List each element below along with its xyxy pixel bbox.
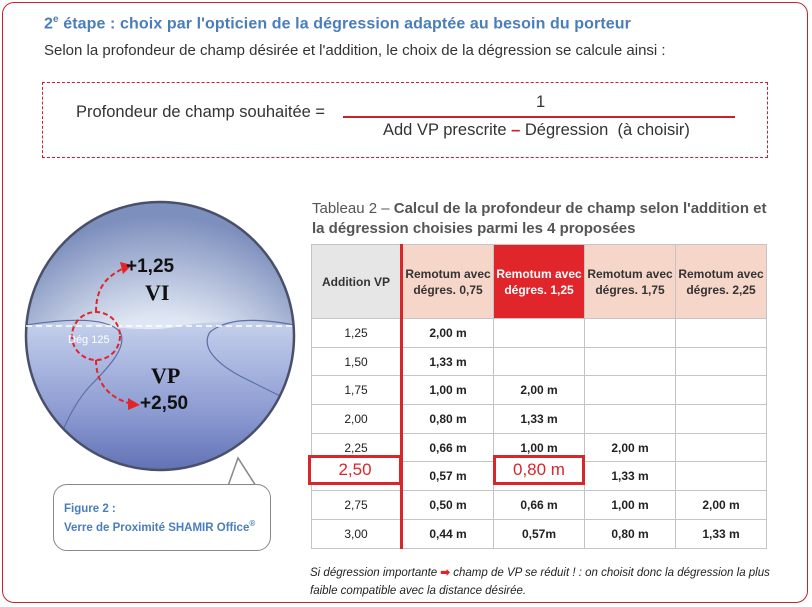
addition-cell: 2,25 (312, 433, 402, 462)
value-cell: 0,57 m (402, 462, 494, 491)
formula-denominator: Add VP prescrite – Dégression (à choisir) (383, 121, 690, 139)
value-cell: 1,33 m (494, 405, 585, 434)
value-cell (676, 405, 767, 434)
lens-illustration (20, 186, 300, 486)
degression-label: Dég 125 (68, 334, 110, 346)
vp-label: VP (151, 363, 181, 388)
addition-cell: 2,75 (312, 491, 402, 520)
formula-lhs: Profondeur de champ souhaitée = (76, 103, 326, 121)
value-cell (585, 347, 676, 376)
table-row (312, 519, 767, 548)
addition-cell: 1,25 (312, 319, 402, 348)
step-heading: 2e étape : choix par l'opticien de la dégression adaptée au besoin du porteur (44, 14, 631, 33)
addition-cell: 3,00 (312, 519, 402, 548)
addition-cell: 1,75 (312, 376, 402, 405)
value-cell: 1,33 m (676, 519, 767, 548)
table-row (312, 405, 767, 434)
value-cell: 0,80 m (585, 519, 676, 548)
value-cell: 1,00 m (585, 491, 676, 520)
value-cell (676, 433, 767, 462)
value-cell: 0,66 m (494, 491, 585, 520)
footnote: Si dégression importante ➡ champ de VP se réduit ! : on choisit donc la dégression la plus faible compatible avec la distance désirée. (310, 567, 770, 597)
value-cell: 0,80 m (402, 405, 494, 434)
table-row (312, 376, 767, 405)
table-caption: Tableau 2 – Calcul de la profondeur de champ selon l'addition et la dégression choisies parmi les 4 proposées (312, 200, 767, 237)
formula-numerator: 1 (536, 93, 546, 111)
header-degres-125: Remotum avec dégres. 1,25 (494, 245, 585, 319)
value-cell (676, 319, 767, 348)
value-cell: 0,50 m (402, 491, 494, 520)
value-cell (585, 376, 676, 405)
value-cell: 2,00 m (585, 433, 676, 462)
header-addition-vp: Addition VP (312, 245, 402, 319)
header-degres-225: Remotum avec dégres. 2,25 (676, 245, 767, 319)
addition-cell: 2,00 (312, 405, 402, 434)
value-cell: 2,00 m (494, 376, 585, 405)
right-arrow-icon: ➡ (440, 567, 451, 579)
value-cell: 2,00 m (402, 319, 494, 348)
table-row (312, 347, 767, 376)
value-cell (676, 376, 767, 405)
value-cell (676, 462, 767, 491)
value-cell: 1,00 m (494, 433, 585, 462)
highlight-value-box: 0,80 m (493, 455, 585, 485)
formula-box (42, 82, 768, 158)
header-degres-075: Remotum avec dégres. 0,75 (402, 245, 494, 319)
vp-power: +2,50 (140, 393, 189, 414)
value-cell: 1,00 m (402, 376, 494, 405)
value-cell: 1,33 m (585, 462, 676, 491)
highlight-addition-box: 2,50 (308, 455, 402, 485)
vi-label: VI (145, 280, 170, 305)
addition-cell: 1,50 (312, 347, 402, 376)
value-cell: 1,33 m (402, 347, 494, 376)
remotum-table (311, 244, 767, 549)
value-cell: 2,00 m (676, 491, 767, 520)
value-cell: 0,44 m (402, 519, 494, 548)
value-cell: 0,57m (494, 519, 585, 548)
value-cell (494, 319, 585, 348)
value-cell (585, 319, 676, 348)
fraction-line (343, 116, 735, 118)
value-cell: 0,66 m (402, 433, 494, 462)
figure-caption: Verre de Proximité SHAMIR Office® (64, 519, 256, 534)
value-cell (585, 405, 676, 434)
vi-power: +1,25 (126, 256, 175, 277)
value-cell (676, 347, 767, 376)
header-degres-175: Remotum avec dégres. 1,75 (585, 245, 676, 319)
figure-caption-box (53, 484, 271, 551)
intro-text: Selon la profondeur de champ désirée et l'addition, le choix de la dégression se calcule ainsi : (44, 42, 666, 59)
table-row (312, 319, 767, 348)
value-cell (494, 347, 585, 376)
figure-title: Figure 2 : (64, 503, 116, 515)
table-row (312, 491, 767, 520)
table-header-row (312, 245, 767, 319)
